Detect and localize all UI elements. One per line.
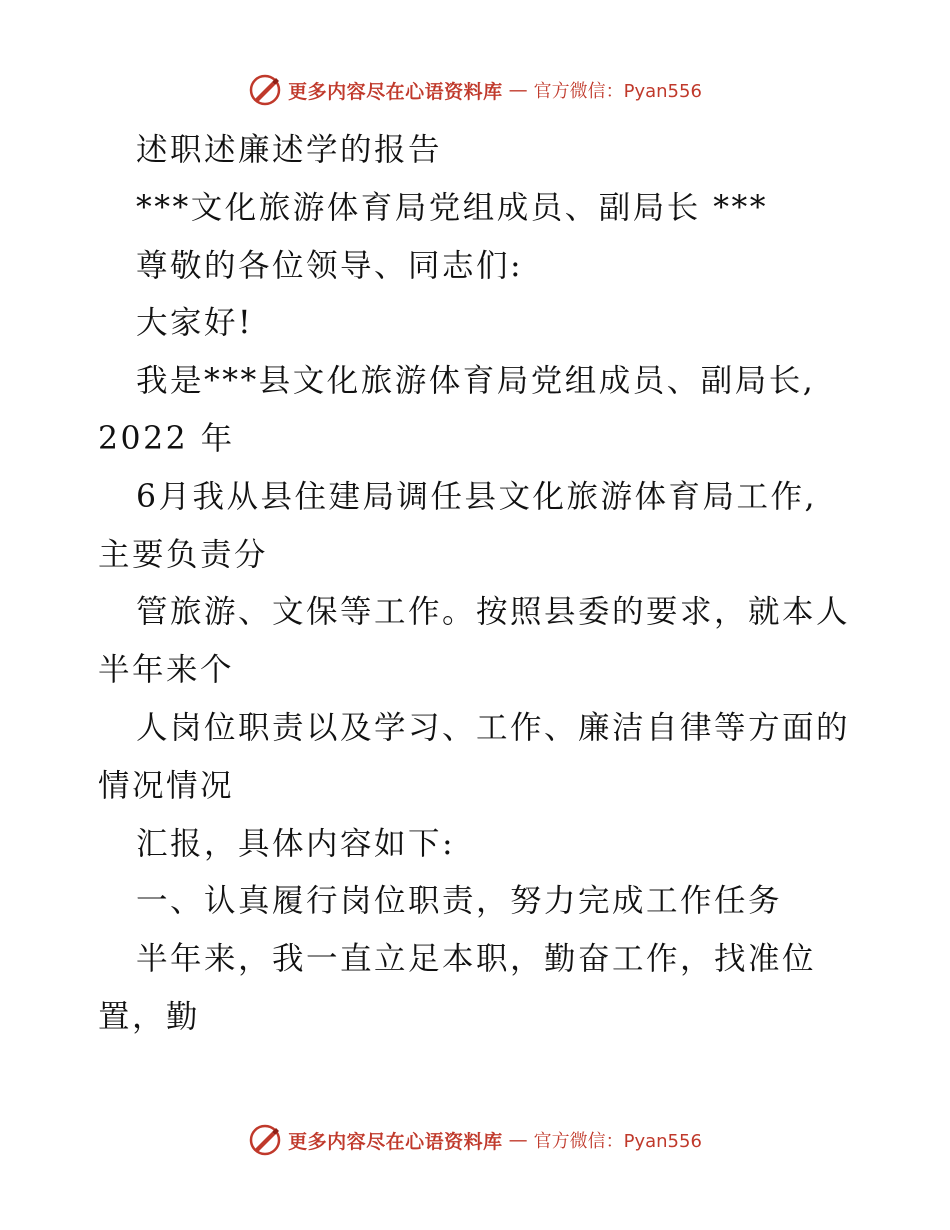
paragraph-line: 半年来个	[98, 652, 235, 689]
pen-logo-icon	[248, 1123, 282, 1157]
salutation: 尊敬的各位领导、同志们:	[136, 247, 524, 284]
section-heading: 一、认真履行岗位职责，努力完成工作任务	[136, 883, 783, 920]
greeting: 大家好!	[136, 305, 254, 342]
header-watermark	[0, 70, 950, 110]
paragraph-line: 我是***县文化旅游体育局党组成员、副局长,	[136, 363, 816, 400]
paragraph-line: 管旅游、文保等工作。按照县委的要求，就本人	[136, 594, 851, 631]
watermark-dash: —	[508, 79, 528, 101]
paragraph-line: 置，勤	[98, 998, 201, 1035]
watermark-dash: —	[508, 1129, 528, 1151]
pen-logo-icon	[248, 73, 282, 107]
footer-watermark	[0, 1120, 950, 1160]
paragraph-line: 人岗位职责以及学习、工作、廉洁自律等方面的	[136, 709, 851, 746]
watermark-text: 更多内容尽在心语资料库	[288, 1130, 503, 1153]
watermark-wechat: 官方微信：Pyan556	[533, 1131, 702, 1152]
paragraph-line: 主要负责分	[98, 536, 269, 573]
paragraph-line: 6月我从县住建局调任县文化旅游体育局工作,	[136, 478, 818, 515]
paragraph-line: 汇报，具体内容如下:	[136, 825, 456, 862]
paragraph-line: 2022 年	[98, 420, 235, 457]
document-title: 述职述廉述学的报告	[136, 132, 443, 168]
watermark-text: 更多内容尽在心语资料库	[288, 80, 503, 103]
author-line: ***文化旅游体育局党组成员、副局长 ***	[136, 189, 769, 226]
paragraph-line: 情况情况	[98, 767, 235, 804]
watermark-wechat: 官方微信：Pyan556	[533, 81, 702, 102]
document-body	[98, 122, 868, 1047]
paragraph-line: 半年来，我一直立足本职，勤奋工作，找准位	[136, 941, 817, 978]
